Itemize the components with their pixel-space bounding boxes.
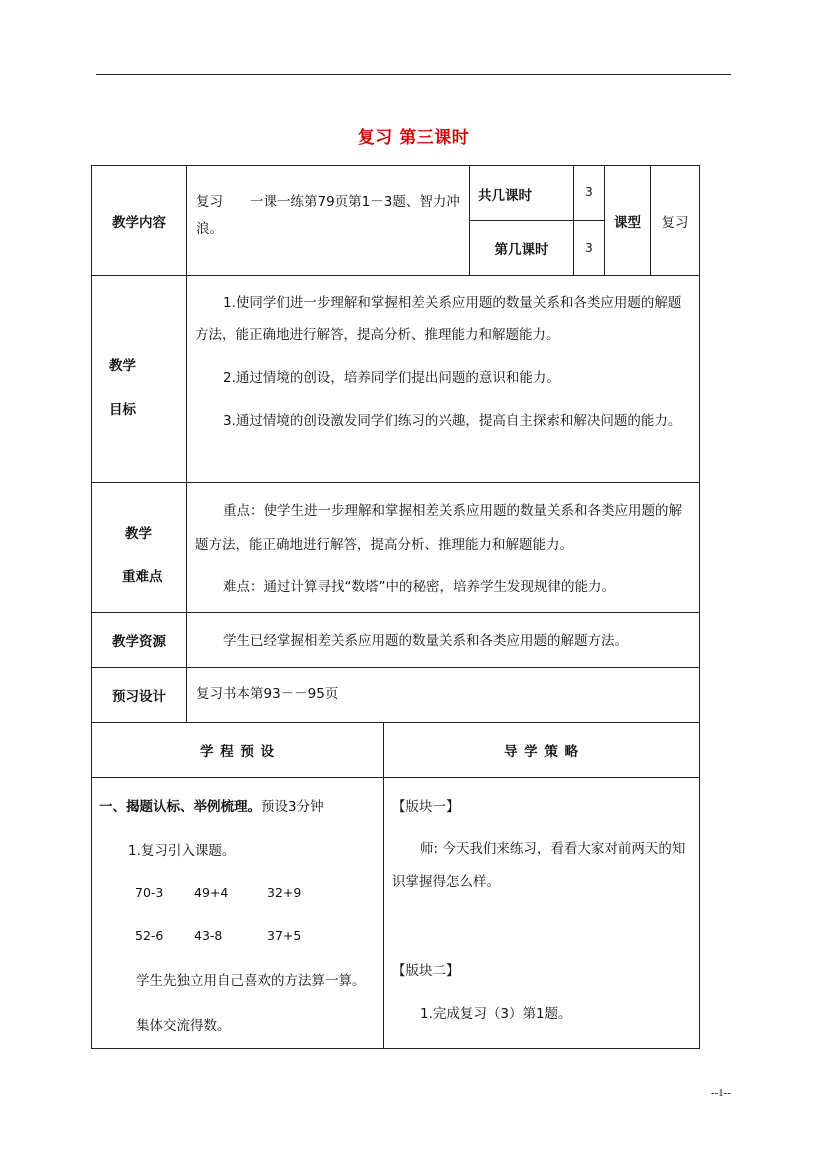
resources-text: 学生已经掌握相差关系应用题的数量关系和各类应用题的解题方法。	[223, 633, 628, 649]
teaching-content-text: 复习 一课一练第79页第1－3题、智力冲浪。	[196, 194, 460, 237]
task-one-text: 1.完成复习（3）第1题。	[420, 1006, 572, 1022]
preview-cell	[186, 667, 700, 723]
group-share-text: 集体交流得数。	[136, 1018, 231, 1034]
calc-r2-c1: 52-6	[135, 928, 164, 943]
resources-label: 教学资源	[112, 634, 166, 650]
label-total-lessons	[469, 165, 574, 221]
lesson-type-label: 课型	[614, 214, 641, 231]
lesson-type-value: 复习	[661, 214, 689, 231]
label-resources	[91, 612, 187, 668]
teaching-content-cell	[186, 165, 470, 276]
key-point-difficulty: 难点：通过计算寻找“数塔”中的秘密，培养学生发现规律的能力。	[223, 579, 615, 595]
total-lessons-value-cell	[573, 165, 605, 221]
total-lessons-value: 3	[585, 185, 593, 199]
block-one-label: 【版块一】	[392, 799, 460, 815]
preview-text: 复习书本第93－－95页	[196, 686, 339, 702]
resources-cell	[186, 612, 700, 668]
goals-label-line1: 教学	[109, 358, 136, 374]
which-lesson-value-cell	[573, 220, 605, 276]
learning-process-cell	[91, 777, 384, 1049]
key-point-focus: 重点：使学生进一步理解和掌握相差关系应用题的数量关系和各类应用题的解题方法，能正确地进行解答，提高分析、推理能力和解题能力。	[195, 503, 682, 553]
preview-label: 预习设计	[112, 689, 166, 705]
calc-r1-c3: 32+9	[267, 885, 302, 900]
independent-calc-text: 学生先独立用自己喜欢的方法算一算。	[136, 973, 366, 989]
goal-item-1: 1.使同学们进一步理解和掌握相差关系应用题的数量关系和各类应用题的解题方法，能正确地进行解答，提高分析、推理能力和解题能力。	[195, 295, 682, 343]
key-points-label-line1: 教学	[125, 526, 152, 542]
lesson-type-value-cell	[650, 165, 700, 276]
key-points-cell	[186, 482, 700, 613]
label-teaching-goals	[91, 275, 187, 483]
which-lesson-label: 第几课时	[494, 242, 549, 258]
calc-r1-c1: 70-3	[135, 885, 164, 900]
goal-item-3: 3.通过情境的创设激发同学们练习的兴趣，提高自主探索和解决问题的能力。	[223, 413, 682, 429]
page-title: 复习 第三课时	[357, 128, 470, 148]
goal-item-2: 2.通过情境的创设，培养同学们提出问题的意识和能力。	[223, 370, 560, 386]
review-intro: 1.复习引入课题。	[128, 843, 236, 859]
calc-r2-c3: 37+5	[267, 928, 302, 943]
calc-r1-c2: 49+4	[194, 885, 229, 900]
teaching-strategy-title: 导 学 策 略	[503, 744, 580, 760]
label-teaching-content	[91, 165, 187, 276]
which-lesson-value: 3	[585, 241, 593, 255]
label-preview	[91, 667, 187, 723]
calc-r2-c2: 43-8	[194, 928, 223, 943]
label-which-lesson	[469, 220, 574, 276]
teaching-goals-cell	[186, 275, 700, 483]
section-time: 预设3分钟	[261, 799, 324, 815]
section-heading	[99, 795, 324, 815]
label-text: 教学内容	[112, 214, 166, 231]
teaching-strategy-cell	[383, 777, 700, 1049]
label-lesson-type	[604, 165, 651, 276]
teacher-intro-text: 师: 今天我们来练习，看看大家对前两天的知识掌握得怎么样。	[392, 841, 686, 890]
page-number: --1--	[710, 1087, 731, 1099]
goals-label-line2: 目标	[109, 402, 136, 418]
label-key-points	[91, 482, 187, 613]
learning-process-title: 学 程 预 设	[199, 744, 276, 760]
header-rule	[96, 74, 731, 75]
header-learning-process	[91, 722, 384, 778]
key-points-label-line2: 重难点	[122, 569, 163, 585]
block-two-label: 【版块二】	[392, 963, 460, 979]
total-lessons-label: 共几课时	[478, 188, 532, 204]
header-teaching-strategy	[383, 722, 700, 778]
section-title: 一、揭题认标、举例梳理。	[99, 799, 261, 815]
